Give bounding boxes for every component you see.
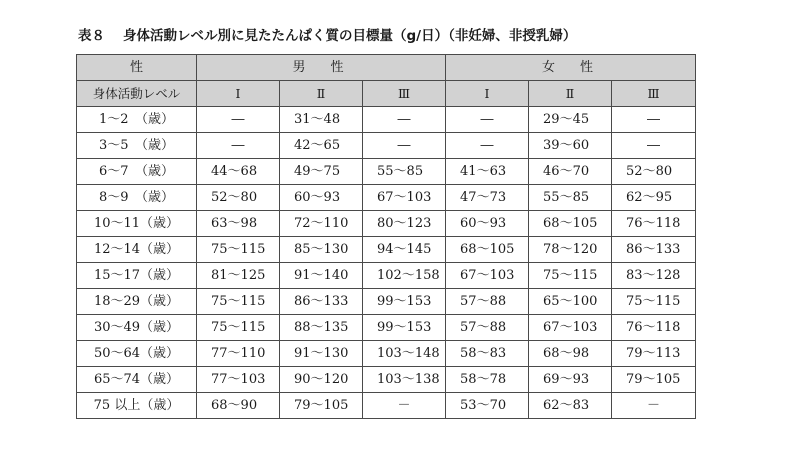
target-value-cell: 75～115	[197, 289, 280, 315]
target-value-cell: 65～100	[529, 289, 612, 315]
target-value-cell: 39～60	[529, 133, 612, 159]
target-value-cell: 91～130	[280, 341, 363, 367]
not-applicable-cell: －	[612, 393, 696, 419]
target-value-cell: 85～130	[280, 237, 363, 263]
table-row	[77, 159, 696, 185]
not-applicable-cell: ―	[363, 107, 446, 133]
target-value-cell: 67～103	[446, 263, 529, 289]
target-value-cell: 67～103	[529, 315, 612, 341]
not-applicable-cell: ―	[197, 133, 280, 159]
target-value-cell: 81～125	[197, 263, 280, 289]
target-value-cell: 60～93	[446, 211, 529, 237]
age-group-cell: 30～49（歳）	[77, 315, 197, 341]
target-value-cell: 52～80	[197, 185, 280, 211]
target-value-cell: 49～75	[280, 159, 363, 185]
age-group-cell: 3～5 （歳）	[77, 133, 197, 159]
target-value-cell: 68～105	[529, 211, 612, 237]
header-female: 女 性	[446, 55, 696, 81]
table-row	[77, 211, 696, 237]
target-value-cell: 76～118	[612, 211, 696, 237]
header-female-level-3: Ⅲ	[612, 81, 696, 107]
not-applicable-cell: ―	[446, 133, 529, 159]
target-value-cell: 68～105	[446, 237, 529, 263]
target-value-cell: 57～88	[446, 289, 529, 315]
target-value-cell: 58～83	[446, 341, 529, 367]
not-applicable-cell: ―	[612, 107, 696, 133]
header-male: 男 性	[197, 55, 446, 81]
target-value-cell: 75～115	[612, 289, 696, 315]
table-row	[77, 393, 696, 419]
target-value-cell: 47～73	[446, 185, 529, 211]
header-female-level-1: Ⅰ	[446, 81, 529, 107]
table-row	[77, 341, 696, 367]
age-group-cell: 75 以上（歳）	[77, 393, 197, 419]
age-group-cell: 6～7 （歳）	[77, 159, 197, 185]
target-value-cell: 75～115	[529, 263, 612, 289]
table-row	[77, 315, 696, 341]
target-value-cell: 60～93	[280, 185, 363, 211]
target-value-cell: 103～148	[363, 341, 446, 367]
target-value-cell: 68～98	[529, 341, 612, 367]
age-group-cell: 15～17（歳）	[77, 263, 197, 289]
target-value-cell: 31～48	[280, 107, 363, 133]
target-value-cell: 52～80	[612, 159, 696, 185]
target-value-cell: 55～85	[363, 159, 446, 185]
header-male-level-3: Ⅲ	[363, 81, 446, 107]
age-group-cell: 18～29（歳）	[77, 289, 197, 315]
target-value-cell: 68～90	[197, 393, 280, 419]
header-row-sex	[77, 55, 696, 81]
target-value-cell: 57～88	[446, 315, 529, 341]
target-value-cell: 75～115	[197, 315, 280, 341]
target-value-cell: 83～128	[612, 263, 696, 289]
target-value-cell: 103～138	[363, 367, 446, 393]
target-value-cell: 86～133	[280, 289, 363, 315]
not-applicable-cell: ―	[197, 107, 280, 133]
target-value-cell: 62～83	[529, 393, 612, 419]
target-value-cell: 44～68	[197, 159, 280, 185]
header-row-level	[77, 81, 696, 107]
target-value-cell: 41～63	[446, 159, 529, 185]
header-sex: 性	[77, 55, 197, 81]
target-value-cell: 46～70	[529, 159, 612, 185]
target-value-cell: 79～105	[612, 367, 696, 393]
table-row	[77, 367, 696, 393]
target-value-cell: 42～65	[280, 133, 363, 159]
target-value-cell: 76～118	[612, 315, 696, 341]
target-value-cell: 29～45	[529, 107, 612, 133]
age-group-cell: 65～74（歳）	[77, 367, 197, 393]
age-group-cell: 12～14（歳）	[77, 237, 197, 263]
target-value-cell: 75～115	[197, 237, 280, 263]
header-male-level-1: Ⅰ	[197, 81, 280, 107]
age-group-cell: 10～11（歳）	[77, 211, 197, 237]
target-value-cell: 67～103	[363, 185, 446, 211]
target-value-cell: 94～145	[363, 237, 446, 263]
table-body	[77, 107, 696, 419]
header-female-level-2: Ⅱ	[529, 81, 612, 107]
header-male-level-2: Ⅱ	[280, 81, 363, 107]
target-value-cell: 90～120	[280, 367, 363, 393]
not-applicable-cell: ―	[446, 107, 529, 133]
table-row	[77, 107, 696, 133]
not-applicable-cell: －	[363, 393, 446, 419]
age-group-cell: 50～64（歳）	[77, 341, 197, 367]
table-row	[77, 185, 696, 211]
target-value-cell: 79～113	[612, 341, 696, 367]
target-value-cell: 58～78	[446, 367, 529, 393]
target-value-cell: 55～85	[529, 185, 612, 211]
table-caption	[78, 24, 576, 44]
target-value-cell: 77～110	[197, 341, 280, 367]
target-value-cell: 77～103	[197, 367, 280, 393]
table-title: 身体活動レベル別に見たたんぱく質の目標量（g/日）（非妊婦、非授乳婦）	[123, 28, 577, 44]
target-value-cell: 53～70	[446, 393, 529, 419]
target-value-cell: 63～98	[197, 211, 280, 237]
target-value-cell: 88～135	[280, 315, 363, 341]
target-value-cell: 62～95	[612, 185, 696, 211]
target-value-cell: 69～93	[529, 367, 612, 393]
target-value-cell: 91～140	[280, 263, 363, 289]
protein-target-table	[76, 54, 696, 419]
target-value-cell: 86～133	[612, 237, 696, 263]
not-applicable-cell: ―	[612, 133, 696, 159]
table-row	[77, 133, 696, 159]
target-value-cell: 99～153	[363, 315, 446, 341]
target-value-cell: 78～120	[529, 237, 612, 263]
not-applicable-cell: ―	[363, 133, 446, 159]
table-row	[77, 237, 696, 263]
table-row	[77, 263, 696, 289]
target-value-cell: 102～158	[363, 263, 446, 289]
target-value-cell: 99～153	[363, 289, 446, 315]
target-value-cell: 80～123	[363, 211, 446, 237]
table-number: 表８	[78, 28, 105, 44]
table-row	[77, 289, 696, 315]
header-activity-level: 身体活動レベル	[77, 81, 197, 107]
age-group-cell: 1～2 （歳）	[77, 107, 197, 133]
target-value-cell: 79～105	[280, 393, 363, 419]
target-value-cell: 72～110	[280, 211, 363, 237]
age-group-cell: 8～9 （歳）	[77, 185, 197, 211]
